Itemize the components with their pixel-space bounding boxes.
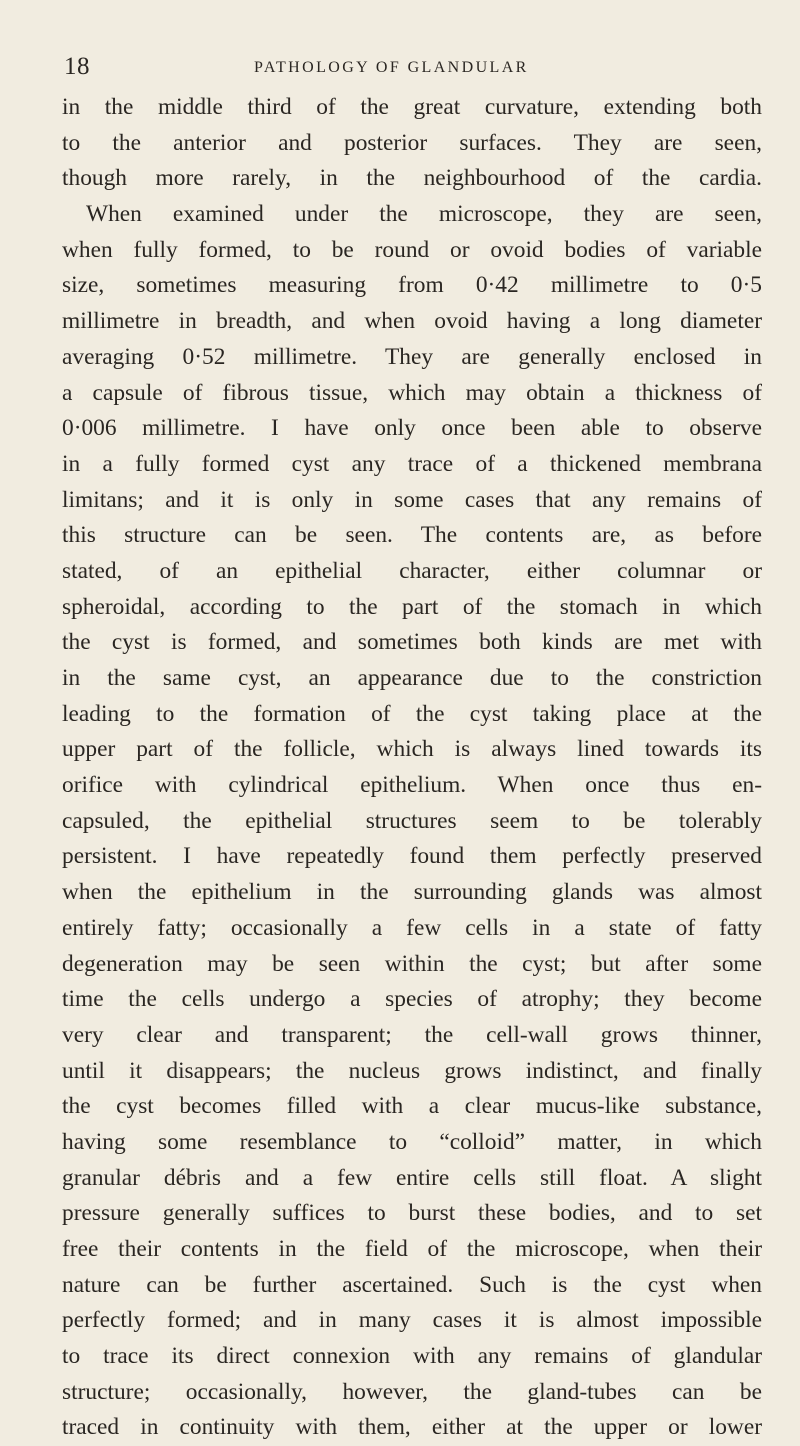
text-line: capsuled, the epithelial structures seem to be tolerably [62, 807, 762, 834]
text-line: degeneration may be seen within the cyst; but after some [62, 950, 762, 977]
text-line: spheroidal, according to the part of the stomach in which [62, 593, 762, 620]
text-line: though more rarely, in the neighbourhood of the cardia. [62, 165, 762, 192]
text-line: limitans; and it is only in some cases that any remains of [62, 486, 762, 513]
text-line: when fully formed, to be round or ovoid bodies of variable [62, 236, 762, 263]
text-line: structure; occasionally, however, the gland-tubes can be [62, 1378, 762, 1405]
text-line: in a fully formed cyst any trace of a thickened membrana [62, 450, 762, 477]
text-line: size, sometimes measuring from 0·42 millimetre to 0·5 [62, 272, 762, 299]
body-text [62, 90, 762, 1446]
text-line: in the same cyst, an appearance due to the constriction [62, 665, 762, 691]
text-line: free their contents in the field of the microscope, when their [62, 1236, 762, 1262]
text-line: having some resemblance to “colloid” matter, in which [62, 1128, 762, 1155]
text-line: when the epithelium in the surrounding glands was almost [62, 879, 762, 906]
text-line: 0·006 millimetre. I have only once been able to observe [62, 415, 762, 442]
page-header [64, 52, 754, 82]
text-line: the cyst is formed, and sometimes both kinds are met with [62, 629, 762, 656]
text-line: time the cells undergo a species of atrophy; they become [62, 986, 762, 1013]
text-line: the cyst becomes filled with a clear mucus-like substance, [62, 1093, 762, 1120]
text-line: persistent. I have repeatedly found them perfectly preserved [62, 843, 762, 870]
text-line: a capsule of fibrous tissue, which may obtain a thickness of [62, 379, 762, 406]
text-line: stated, of an epithelial character, either columnar or [62, 557, 762, 584]
text-line: nature can be further ascertained. Such is the cyst when [62, 1271, 762, 1298]
text-line: very clear and transparent; the cell-wall grows thinner, [62, 1021, 762, 1048]
text-line: to trace its direct connexion with any remains of glandular [62, 1343, 762, 1370]
text-line: When examined under the microscope, they are seen, [86, 201, 762, 228]
text-line: pressure generally suffices to burst these bodies, and to set [62, 1200, 762, 1227]
text-line: until it disappears; the nucleus grows indistinct, and finally [62, 1057, 762, 1084]
text-line: leading to the formation of the cyst taking place at the [62, 700, 762, 727]
text-line: to the anterior and posterior surfaces. They are seen, [62, 129, 762, 156]
text-line: this structure can be seen. The contents are, as before [62, 522, 762, 549]
text-line: traced in continuity with them, either at the upper or lower [62, 1414, 762, 1441]
text-line: granular débris and a few entire cells still float. A slight [62, 1164, 762, 1191]
running-title: PATHOLOGY OF GLANDULAR [254, 59, 529, 76]
text-line: averaging 0·52 millimetre. They are generally enclosed in [62, 343, 762, 370]
text-line: upper part of the follicle, which is always lined towards its [62, 736, 762, 763]
text-line: in the middle third of the great curvature, extending both [62, 94, 762, 120]
page-number: 18 [64, 53, 90, 80]
text-line: millimetre in breadth, and when ovoid having a long diameter [62, 308, 762, 335]
text-line: orifice with cylindrical epithelium. When once thus en- [62, 772, 762, 799]
text-line: perfectly formed; and in many cases it is almost impossible [62, 1307, 762, 1334]
text-line: entirely fatty; occasionally a few cells in a state of fatty [62, 914, 762, 941]
